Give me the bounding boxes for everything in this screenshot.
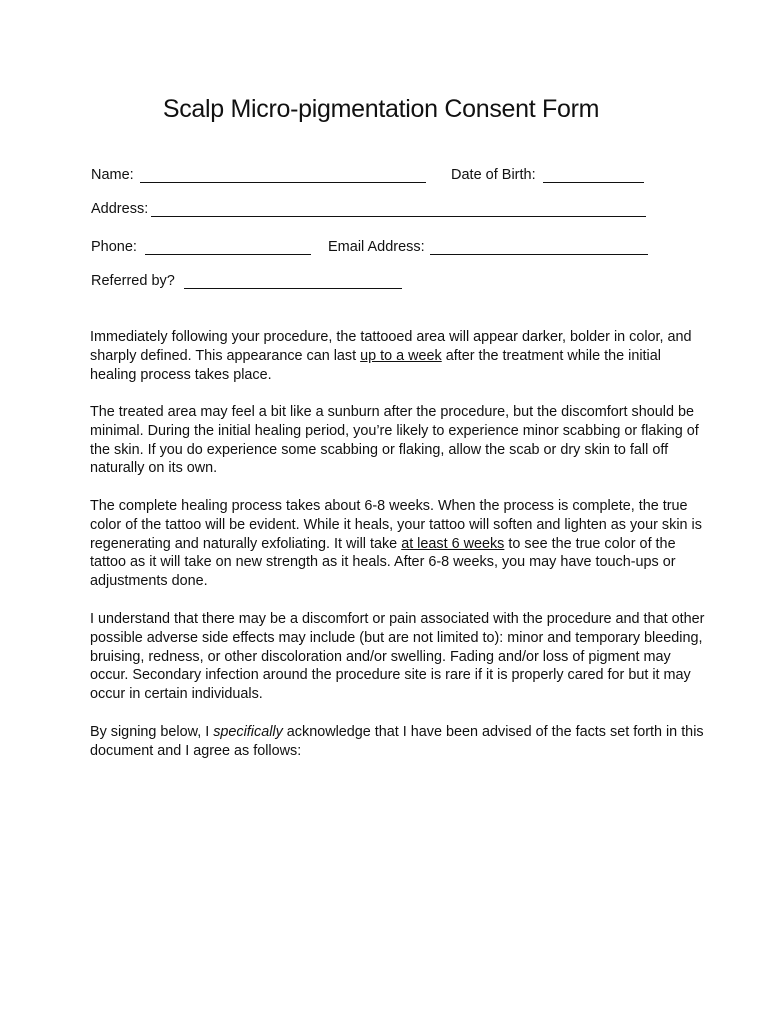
form-title: Scalp Micro-pigmentation Consent Form [162,95,600,123]
email-label: Email Address: [328,239,425,255]
paragraph-ack-text-b: acknowledge that I have been advised of the facts set forth in this document and I agree as follows: [90,724,704,759]
specifically-italic: specifically [213,724,283,740]
paragraph-ack-text-a: By signing below, I [90,724,214,740]
paragraph-side-effects: I understand that there may be a discomfort or pain associated with the procedure and that other possible adverse side effects may include (but are not limited to): minor and temporary bleeding, bruising, redness, or other discoloration and/or swelling. Fading and/or loss of pigment may occur. Secondary infection around the procedure site is rare if it is properly cared for but it may occur in certain individuals. [90,611,705,703]
name-dob-row [91,166,691,188]
address-label: Address: [91,201,149,217]
address-line-field[interactable] [151,216,646,217]
phone-email-row [91,238,691,260]
paragraph-appearance-text-a: Immediately following your procedure, the tattooed area will appear darker, bolder in color, and sharply defined. This appearance can last [90,329,692,364]
paragraph-healing-text-a: The complete healing process takes about 6-8 weeks. When the process is complete, the true color of the tattoo will be evident. While it heals, your tattoo will soften and lighten as your skin is regenerating and naturally exfoliating. It will take [90,498,702,552]
name-line-field[interactable] [140,182,426,183]
phone-line-field[interactable] [145,254,311,255]
referred-label: Referred by? [91,273,175,289]
paragraph-healing-text-b: to see the true color of the tattoo as it will take on new strength as it heals. After 6-8 weeks, you may have touch-ups or adjustments done. [90,535,676,590]
dob-line-field[interactable] [543,182,644,183]
paragraph-sunburn: The treated area may feel a bit like a sunburn after the procedure, but the discomfort should be minimal. During the initial healing period, you’re likely to experience minor scabbing or flaking of the skin. If you do experience some scabbing or flaking, allow the scab or dry skin to fall off naturally on its own. [90,404,699,477]
name-label: Name: [91,167,134,183]
referred-line-field[interactable] [184,288,402,289]
phone-label: Phone: [91,239,137,255]
paragraph-healing [90,497,710,591]
dob-label: Date of Birth: [451,167,536,183]
paragraph-appearance [90,328,710,384]
address-row [91,200,691,222]
up-to-a-week-underlined: up to a week [360,347,442,364]
referred-row [91,272,691,294]
email-line-field[interactable] [430,254,648,255]
at-least-6-weeks-underlined: at least 6 weeks [401,535,505,552]
paragraph-appearance-text-b: after the treatment while the initial healing process takes place. [90,347,661,383]
paragraph-acknowledgement [90,723,710,761]
